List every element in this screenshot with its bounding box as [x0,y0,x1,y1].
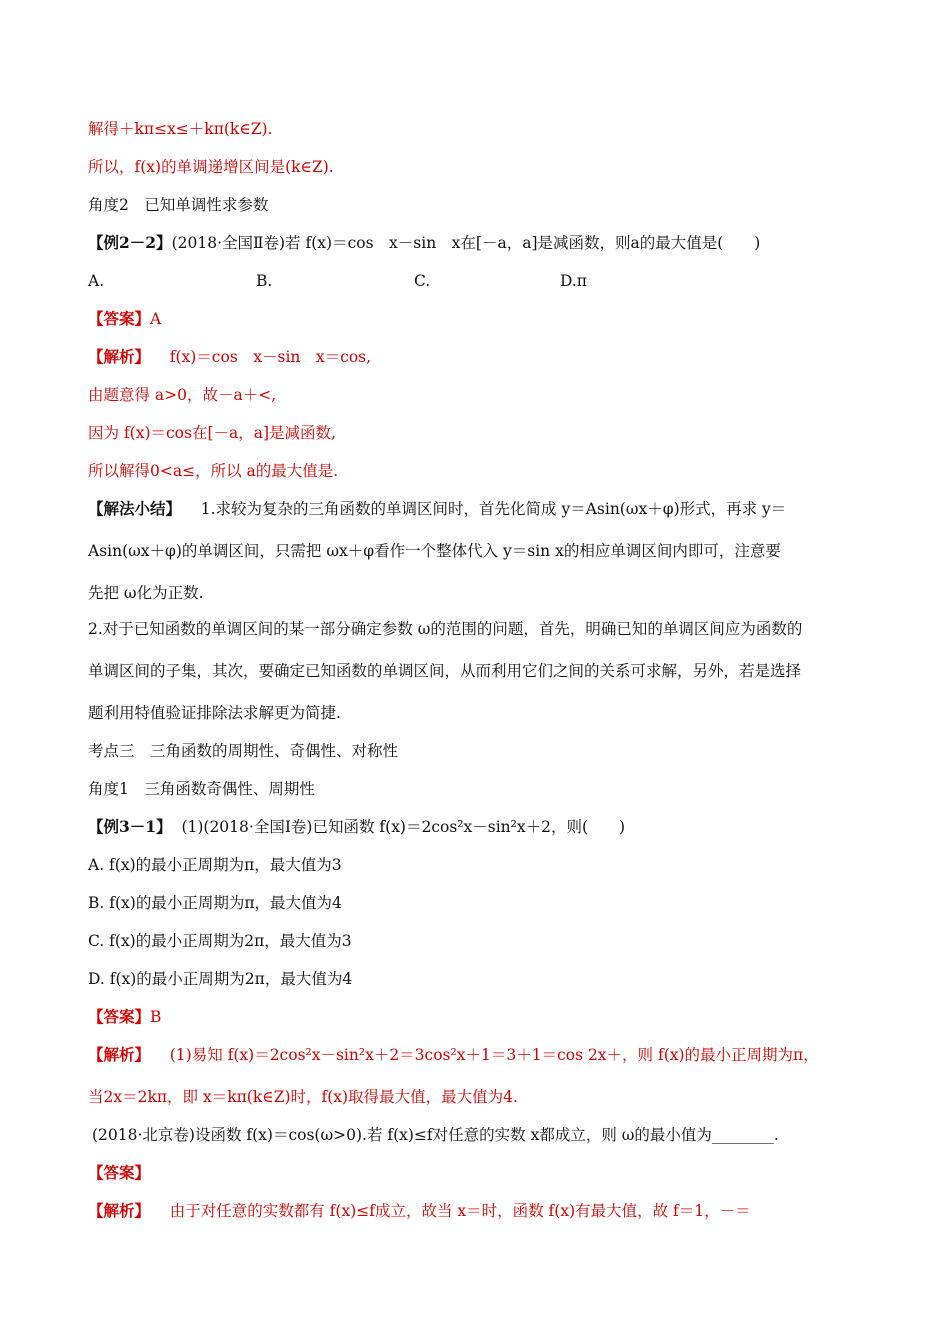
example-tag: 【例3－1】 [88,817,172,836]
analysis-3-line-1 [88,1200,862,1222]
example-text: (2018·全国Ⅱ卷)若 f(x)＝cos x－sin x在[－a，a]是减函数，则a的最大值是( ) [171,234,761,252]
analysis-line-1 [88,346,862,368]
option-a: A. [88,272,105,290]
answer-value: B [150,1008,162,1026]
paragraph-2-line-2: 单调区间的子集，其次，要确定已知函数的单调区间，从而利用它们之间的关系可求解，另外，若是选择 [88,662,802,680]
analysis-line-3: 因为 f(x)＝cos在[－a，a]是减函数, [88,424,336,442]
analysis-tag: 【解析】 [88,347,151,366]
example-text: (1)(2018·全国Ⅰ卷)已知函数 f(x)＝2cos²x－sin²x＋2，则( ) [181,818,626,836]
answer-line-2 [88,1006,862,1028]
choice-a: A. f(x)的最小正周期为π，最大值为3 [88,856,342,874]
analysis-line-2: 由题意得 a>0，故－a＋<, [88,386,277,404]
choice-d: D. f(x)的最小正周期为2π，最大值为4 [88,970,353,988]
option-b: B. [256,272,273,290]
answer-tag: 【答案】 [88,1163,151,1182]
solution-line-increasing-interval: 所以，f(x)的单调递增区间是(k∈Z). [88,158,334,176]
method-summary-1 [88,498,862,520]
example-2-2 [88,232,862,254]
answer-value: A [150,310,162,328]
option-d: D.π [560,272,587,290]
example-tag: 【例2－2】 [88,233,172,252]
analysis-tag: 【解析】 [88,1201,151,1220]
example-3-1 [88,816,862,838]
solution-line-interval: 解得＋kπ≤x≤＋kπ(k∈Z). [88,120,273,138]
answer-tag: 【答案】 [88,309,151,328]
analysis-line-4: 所以解得0<a≤，所以 a的最大值是. [88,462,339,480]
summary-tag: 【解法小结】 [88,499,182,518]
paragraph-2-line-1: 2.对于已知函数的单调区间的某一部分确定参数 ω的范围的问题，首先，明确已知的单调区间应为函数的 [88,620,803,638]
method-summary-2: Asin(ωx＋φ)的单调区间，只需把 ωx＋φ看作一个整体代入 y＝sin x的相应单调区间内即可，注意要 [88,542,781,560]
section-angle-2: 角度2 已知单调性求参数 [88,196,269,214]
paragraph-2-line-3: 题利用特值验证排除法求解更为简捷. [88,704,341,722]
choice-b: B. f(x)的最小正周期为π，最大值为4 [88,894,342,912]
analysis-text: (1)易知 f(x)＝2cos²x－sin²x＋2＝3cos²x＋1＝3＋1＝cos 2x＋，则 f(x)的最小正周期为π， [169,1046,819,1064]
analysis-2-line-2: 当2x＝2kπ，即 x＝kπ(k∈Z)时，f(x)取得最大值，最大值为4. [88,1088,518,1106]
answer-line-3 [88,1162,862,1184]
analysis-text: f(x)＝cos x－sin x＝cos, [169,348,372,366]
summary-text: 1.求较为复杂的三角函数的单调区间时，首先化简成 y＝Asin(ωx＋φ)形式，再求 y＝ [200,500,787,518]
question-beijing: (2018·北京卷)设函数 f(x)＝cos(ω>0).若 f(x)≤f对任意的实数 x都成立，则 ω的最小值为________. [92,1126,779,1144]
answer-tag: 【答案】 [88,1007,151,1026]
analysis-2-line-1 [88,1044,862,1066]
section-angle-1: 角度1 三角函数奇偶性、周期性 [88,780,315,798]
choice-c: C. f(x)的最小正周期为2π，最大值为3 [88,932,352,950]
section-kaodian-3: 考点三 三角函数的周期性、奇偶性、对称性 [88,742,399,760]
answer-line-1 [88,308,862,330]
option-c: C. [414,272,431,290]
method-summary-3: 先把 ω化为正数. [88,584,204,602]
analysis-tag: 【解析】 [88,1045,151,1064]
analysis-text: 由于对任意的实数都有 f(x)≤f成立，故当 x＝时，函数 f(x)有最大值，故 f＝1，－＝ [169,1202,751,1220]
